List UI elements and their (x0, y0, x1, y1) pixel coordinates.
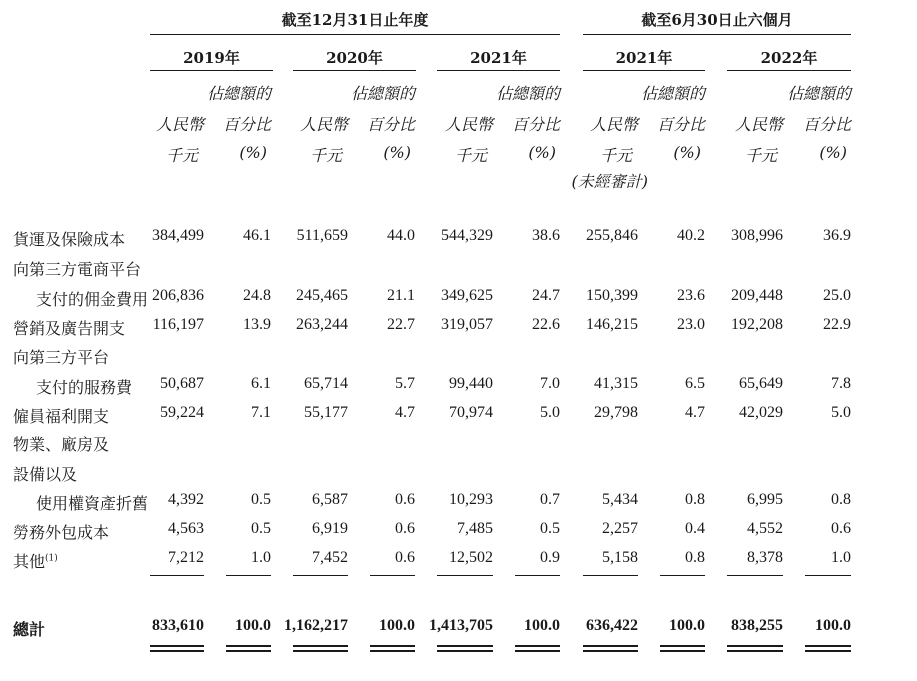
amount-cell: 10,293 (449, 491, 493, 508)
period-2020: 2020年 (326, 49, 383, 67)
amount-cell: 349,625 (441, 287, 493, 304)
amount-cell: 29,798 (594, 404, 638, 421)
subheader-thousand: 千元 (454, 146, 487, 165)
amount-cell: 65,649 (739, 375, 783, 392)
percentage-cell: 22.6 (532, 316, 560, 333)
total-double-rule (150, 645, 204, 647)
footnote-marker: (1) (45, 553, 58, 564)
total-double-rule (437, 645, 493, 647)
subheader-thousand: 千元 (744, 146, 777, 165)
percentage-cell: 4.7 (395, 404, 415, 421)
total-double-rule (805, 650, 851, 652)
amount-cell: 7,485 (457, 520, 493, 537)
row-label: 僱員福利開支 (13, 407, 110, 426)
amount-cell: 308,996 (731, 227, 783, 244)
subheader-rmb: 人民幣 (444, 115, 493, 134)
amount-cell: 319,057 (441, 316, 493, 333)
total-double-rule (805, 645, 851, 647)
subheader-pct-unit: (%) (239, 143, 267, 162)
total-amount: 636,422 (586, 617, 638, 634)
subheader-percentage: 百分比 (222, 115, 271, 134)
subheader-unaudited: (未經審計) (571, 172, 648, 191)
subheader-pct-of-total: 佔總額的 (495, 84, 560, 103)
percentage-cell: 7.0 (540, 375, 560, 392)
percentage-cell: 22.7 (387, 316, 415, 333)
amount-cell: 50,687 (160, 375, 204, 392)
row-label: 貨運及保險成本 (13, 230, 126, 249)
subtotal-rule (805, 575, 851, 576)
subheader-pct-unit: (%) (528, 143, 556, 162)
total-amount: 1,162,217 (284, 617, 348, 634)
row-label: 支付的服務費 (36, 378, 133, 397)
amount-cell: 5,434 (602, 491, 638, 508)
total-percentage: 100.0 (524, 617, 560, 634)
subheader-thousand: 千元 (599, 146, 632, 165)
amount-cell: 70,974 (449, 404, 493, 421)
subheader-pct-of-total: 佔總額的 (206, 84, 271, 103)
percentage-cell: 4.7 (685, 404, 705, 421)
amount-cell: 150,399 (586, 287, 638, 304)
row-label: 營銷及廣告開支 (13, 319, 126, 338)
total-double-rule (293, 645, 348, 647)
subheader-pct-unit: (%) (819, 143, 847, 162)
amount-cell: 42,029 (739, 404, 783, 421)
percentage-cell: 23.0 (677, 316, 705, 333)
percentage-cell: 7.8 (831, 375, 851, 392)
total-double-rule (727, 645, 783, 647)
percentage-cell: 6.5 (685, 375, 705, 392)
period-rule (437, 70, 560, 71)
percentage-cell: 0.8 (831, 491, 851, 508)
percentage-cell: 1.0 (251, 549, 271, 566)
amount-cell: 12,502 (449, 549, 493, 566)
period-rule (293, 70, 416, 71)
percentage-cell: 0.8 (685, 491, 705, 508)
amount-cell: 6,995 (747, 491, 783, 508)
period-2022-h1: 2022年 (760, 49, 818, 67)
header-full-year-rule (150, 34, 560, 35)
total-amount: 1,413,705 (429, 617, 493, 634)
row-label: 勞務外包成本 (13, 523, 110, 542)
percentage-cell: 6.1 (251, 375, 271, 392)
subtotal-rule (226, 575, 271, 576)
total-amount: 833,610 (152, 617, 204, 634)
period-2021-h1: 2021年 (615, 49, 673, 67)
percentage-cell: 0.6 (395, 549, 415, 566)
amount-cell: 245,465 (296, 287, 348, 304)
subheader-percentage: 百分比 (366, 115, 415, 134)
total-percentage: 100.0 (235, 617, 271, 634)
row-label: 向第三方平台 (13, 348, 110, 367)
subtotal-rule (150, 575, 204, 576)
subtotal-rule (660, 575, 705, 576)
amount-cell: 55,177 (304, 404, 348, 421)
percentage-cell: 22.9 (823, 316, 851, 333)
subheader-pct-of-total: 佔總額的 (786, 84, 851, 103)
percentage-cell: 13.9 (243, 316, 271, 333)
percentage-cell: 0.6 (831, 520, 851, 537)
percentage-cell: 24.7 (532, 287, 560, 304)
period-2021: 2021年 (470, 49, 527, 67)
subtotal-rule (293, 575, 348, 576)
amount-cell: 6,587 (312, 491, 348, 508)
amount-cell: 4,563 (168, 520, 204, 537)
subheader-pct-of-total: 佔總額的 (350, 84, 415, 103)
subtotal-rule (515, 575, 560, 576)
total-double-rule (515, 645, 560, 647)
row-label: 支付的佣金費用 (36, 290, 149, 309)
period-rule (583, 70, 705, 71)
row-label: 使用權資產折舊 (36, 494, 149, 513)
amount-cell: 4,392 (168, 491, 204, 508)
total-double-rule (583, 645, 638, 647)
amount-cell: 4,552 (747, 520, 783, 537)
header-full-year: 截至12月31日止年度 (281, 11, 429, 29)
amount-cell: 209,448 (731, 287, 783, 304)
period-2019: 2019年 (183, 49, 240, 67)
amount-cell: 206,836 (152, 287, 204, 304)
row-label: 向第三方電商平台 (13, 260, 142, 279)
percentage-cell: 24.8 (243, 287, 271, 304)
total-double-rule (515, 650, 560, 652)
subtotal-rule (437, 575, 493, 576)
amount-cell: 2,257 (602, 520, 638, 537)
total-double-rule (437, 650, 493, 652)
subheader-percentage: 百分比 (656, 115, 705, 134)
percentage-cell: 0.6 (395, 491, 415, 508)
amount-cell: 116,197 (152, 316, 204, 333)
percentage-cell: 46.1 (243, 227, 271, 244)
percentage-cell: 7.1 (251, 404, 271, 421)
subtotal-rule (370, 575, 415, 576)
row-label: 其他$^{(1)}$ (13, 552, 58, 571)
percentage-cell: 0.8 (685, 549, 705, 566)
percentage-cell: 0.5 (251, 520, 271, 537)
row-label: 設備以及 (13, 465, 78, 484)
percentage-cell: 0.5 (251, 491, 271, 508)
percentage-cell: 36.9 (823, 227, 851, 244)
subheader-pct-of-total: 佔總額的 (640, 84, 705, 103)
percentage-cell: 38.6 (532, 227, 560, 244)
total-double-rule (150, 650, 204, 652)
percentage-cell: 5.0 (540, 404, 560, 421)
amount-cell: 192,208 (731, 316, 783, 333)
subheader-thousand: 千元 (309, 146, 342, 165)
total-label: 總計 (13, 620, 46, 639)
amount-cell: 6,919 (312, 520, 348, 537)
amount-cell: 41,315 (594, 375, 638, 392)
amount-cell: 59,224 (160, 404, 204, 421)
header-half-year: 截至6月30日止六個月 (641, 11, 793, 29)
total-double-rule (583, 650, 638, 652)
percentage-cell: 44.0 (387, 227, 415, 244)
total-double-rule (660, 645, 705, 647)
percentage-cell: 25.0 (823, 287, 851, 304)
total-percentage: 100.0 (379, 617, 415, 634)
percentage-cell: 0.4 (685, 520, 705, 537)
subheader-rmb: 人民幣 (299, 115, 348, 134)
period-rule (150, 70, 273, 71)
percentage-cell: 40.2 (677, 227, 705, 244)
subheader-rmb: 人民幣 (734, 115, 783, 134)
amount-cell: 146,215 (586, 316, 638, 333)
percentage-cell: 1.0 (831, 549, 851, 566)
subheader-thousand: 千元 (165, 146, 198, 165)
subtotal-rule (583, 575, 638, 576)
percentage-cell: 0.9 (540, 549, 560, 566)
percentage-cell: 0.7 (540, 491, 560, 508)
total-double-rule (293, 650, 348, 652)
amount-cell: 255,846 (586, 227, 638, 244)
subheader-pct-unit: (%) (383, 143, 411, 162)
amount-cell: 7,452 (312, 549, 348, 566)
total-double-rule (370, 650, 415, 652)
subheader-rmb: 人民幣 (155, 115, 204, 134)
row-label: 物業、廠房及 (13, 435, 110, 454)
total-double-rule (370, 645, 415, 647)
total-double-rule (226, 645, 271, 647)
percentage-cell: 5.0 (831, 404, 851, 421)
subheader-percentage: 百分比 (802, 115, 851, 134)
amount-cell: 7,212 (168, 549, 204, 566)
amount-cell: 8,378 (747, 549, 783, 566)
percentage-cell: 0.6 (395, 520, 415, 537)
amount-cell: 544,329 (441, 227, 493, 244)
period-rule (727, 70, 851, 71)
amount-cell: 65,714 (304, 375, 348, 392)
percentage-cell: 23.6 (677, 287, 705, 304)
percentage-cell: 0.5 (540, 520, 560, 537)
amount-cell: 99,440 (449, 375, 493, 392)
subheader-percentage: 百分比 (511, 115, 560, 134)
subheader-rmb: 人民幣 (589, 115, 638, 134)
total-double-rule (660, 650, 705, 652)
percentage-cell: 5.7 (395, 375, 415, 392)
total-double-rule (727, 650, 783, 652)
amount-cell: 263,244 (296, 316, 348, 333)
total-percentage: 100.0 (815, 617, 851, 634)
amount-cell: 5,158 (602, 549, 638, 566)
subheader-pct-unit: (%) (673, 143, 701, 162)
subtotal-rule (727, 575, 783, 576)
total-double-rule (226, 650, 271, 652)
total-percentage: 100.0 (669, 617, 705, 634)
amount-cell: 384,499 (152, 227, 204, 244)
header-half-year-rule (583, 34, 851, 35)
percentage-cell: 21.1 (387, 287, 415, 304)
total-amount: 838,255 (731, 617, 783, 634)
amount-cell: 511,659 (296, 227, 348, 244)
